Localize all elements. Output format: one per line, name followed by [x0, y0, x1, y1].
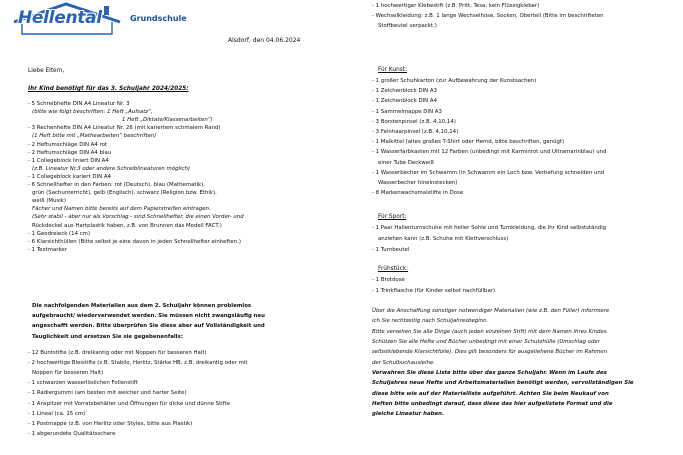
- list-item: Heften bitte unbedingt darauf, dass diese das hier aufgelistete Format und die: [372, 400, 613, 407]
- list-item: - 1 Wasserfarbkasten mit 12 Farben (unbedingt mit Karminrot und Ultramarinblau) und: [372, 149, 607, 156]
- list-item: - 1 Anspitzer mit Vorratsbehälter und Öffnungen für dicke und dünne Stifte: [28, 400, 230, 407]
- logo-text: Hellental: [18, 8, 102, 28]
- list-item: - 1 hochwertiger Klebestift (z.B. Pritt, Tesa; kein Flüssigkleber): [372, 3, 540, 9]
- list-item: - 1 großer Schuhkarton (zur Aufbewahrung der Kunstsachen): [372, 78, 537, 84]
- list-item: Schuljahres neue Hefte und Arbeitsmaterialien benötigt werden, vervollständigen Sie: [372, 380, 634, 387]
- list-item: Stoffbeutel verpackt.): [378, 23, 437, 29]
- list-item: - 1 Malkittel (altes großes T-Shirt oder Hemd, bitte beschriften, genügt): [372, 139, 565, 146]
- list-item: - 1 Turnbeutel: [372, 246, 410, 253]
- section-heading: Frühstück:: [378, 266, 409, 272]
- list-item: (bitte wie folgt beschriften: 1 Heft „Aufsatz“,: [32, 109, 153, 116]
- list-item: grün (Sachunterricht), gelb (Englisch), schwarz (Religion bzw. Ethik),: [32, 190, 217, 197]
- list-item: - 3 Borstenpinsel (z.B. 4,10,14): [372, 118, 456, 125]
- list-item: - 12 Buntstifte (z.B. dreikantig oder mit Noppen für besseren Halt): [28, 350, 207, 356]
- list-item: selbstklebende Klarsichtfolie). Dies gilt besonders für ausgeliehene Bücher im Rahmen: [372, 349, 608, 356]
- list-item: - 6 Schnellhefter in den Farben: rot (Deutsch), blau (Mathematik),: [28, 182, 205, 188]
- list-item: weiß (Musik): [32, 198, 67, 205]
- list-item: - 1 Zeichenblock DIN A4: [372, 98, 438, 105]
- list-item: - 8 Markenwachsmalstifte in Dose: [372, 190, 464, 197]
- list-item: - 1 Radiergummi (am besten mit weicher und harter Seite): [28, 390, 187, 397]
- list-item: - Wechselkleidung: z.B. 1 lange Wechselhose, Socken, Oberteil (Bitte im beschrifteten: [372, 13, 604, 19]
- section-heading: Für Sport:: [378, 214, 407, 220]
- list-item: - 5 Schreibhefte DIN A4 Lineatur Nr. 3: [28, 101, 130, 107]
- list-item: Rückdeckel aus Hartplastik haben, z.B. von Brunnen das Modell FACT.): [32, 222, 222, 229]
- list-item: - 3 Feinhaarpinsel (z.B. 4,10,14): [372, 129, 459, 135]
- list-item: einer Tube Deckweiß: [378, 159, 434, 166]
- school-logo: [8, 0, 126, 38]
- list-item: Schützen Sie alle Hefte und Bücher unbedingt mit einer Schutzhülle (Umschlag oder: [372, 338, 600, 345]
- list-item: Verwahren Sie diese Liste bitte über das ganze Schuljahr. Wenn im Laufe des: [372, 370, 607, 376]
- list-item: Tauglichkeit und ersetzen Sie sie gegebenenfalls:: [32, 333, 183, 340]
- list-item: 1 Heft „Diktate/Klassenarbeiten“): [122, 117, 213, 124]
- list-item: gleiche Lineatur haben.: [372, 411, 445, 418]
- list-item: Wasserbecher hineinstecken): [378, 180, 458, 186]
- list-item: Fächer und Namen bitte bereits auf dem Papierstreifen eintragen.: [32, 206, 211, 213]
- list-item: - 2 hochwertige Bleistifte (z.B. Stabilo, Herlitz, Stärke HB, z.B. dreikantig oder mit: [28, 360, 248, 367]
- list-item: - 1 Collegeblock liniert DIN A4: [28, 157, 109, 164]
- date-line: Alsdorf, den 04.06.2024: [228, 37, 301, 44]
- school-name: Grundschule: [130, 14, 187, 23]
- greeting: Liebe Eltern,: [28, 68, 65, 74]
- list-item: aufgebraucht/ wiederverwendet werden. Sie müssen nicht zwangsläufig neu: [32, 313, 266, 320]
- list-item: - 1 schwarzen wasserlöslichen Folienstift: [28, 380, 138, 387]
- list-item: - 1 Postmappe (z.B. von Herlitz oder Stylex, bitte aus Plastik): [28, 420, 193, 427]
- list-item: angeschafft werden. Bitte überprüfen Sie diese aber auf Vollständigkeit und: [32, 323, 265, 330]
- list-item: - 1 Zeichenblock DIN A3: [372, 88, 438, 95]
- list-item: - 1 Collegeblock kariert DIN A4: [28, 173, 111, 180]
- list-item: (1 Heft bitte mit „Mathearbeiten“ beschriften): [32, 133, 157, 140]
- list-item: (Sehr stabil - aber nur als Vorschlag - sind Schnellhefter, die einen Vorder- und: [32, 214, 244, 221]
- list-item: Die nachfolgenden Materialien aus dem 2. Schuljahr können problemlos: [32, 303, 252, 309]
- list-item: diese bitte wie auf der Materialliste aufgeführt. Achten Sie beim Neukauf von: [372, 390, 609, 397]
- list-item: - 1 Sammelmappe DIN A3: [372, 108, 442, 115]
- list-item: - 1 Brotdose: [372, 277, 405, 283]
- list-item: der Schulbuchausleihe.: [372, 359, 435, 366]
- list-item: - 1 abgerundete Qualitätsschere: [28, 430, 116, 437]
- list-item: - 1 Paar Hallenturnschuhe mit heller Sohle und Turnkleidung, die Ihr Kind selbstständig: [372, 225, 607, 231]
- list-item: - 1 Lineal (ca. 15 cm): [28, 410, 86, 417]
- list-item: - 1 Textmarker: [28, 246, 67, 253]
- list-item: Noppen für besseren Halt): [32, 370, 104, 377]
- list-item: Bitte versehen Sie alle Dinge (auch jeden einzelnen Stift) mit dem Namen Ihres Kindes.: [372, 328, 609, 335]
- list-item: - 6 Klarsichthüllen (Bitte selbst je eine davon in jeden Schnellhefter einheften.): [28, 238, 241, 245]
- list-item: - 2 Heftumschläge DIN A4 rot: [28, 141, 108, 148]
- list-item: anziehen kann (z.B. Schuhe mit Klettverschluss): [378, 235, 509, 242]
- list-item: - 1 Trinkflasche (für Kinder selbst nachfüllbar): [372, 287, 496, 294]
- list-item: Über die Anschaffung sonstiger notwendiger Materialien (wie z.B. den Füller) informiere: [372, 308, 610, 314]
- list-item: - 1 Wasserbecher im Schwamm (in Schwamm ein Loch bzw. Vertiefung schneiden und: [372, 169, 605, 176]
- list-item: - 1 Geodreieck (14 cm): [28, 230, 91, 237]
- list-item: ich Sie rechtzeitig nach Schuljahresbeginn.: [372, 318, 489, 325]
- list-heading: Ihr Kind benötigt für das 3. Schuljahr 2024/2025:: [28, 86, 189, 92]
- section-heading: Für Kunst:: [378, 67, 408, 73]
- list-item: - 3 Rechenhefte DIN A4 Lineatur Nr. 26 (mit kariertem schmalem Rand): [28, 125, 221, 132]
- list-item: - 2 Heftumschläge DIN A4 blau: [28, 149, 112, 156]
- list-item: (z.B. Lineatur Nr.3 oder andere Schreiblineaturen möglich): [32, 165, 190, 172]
